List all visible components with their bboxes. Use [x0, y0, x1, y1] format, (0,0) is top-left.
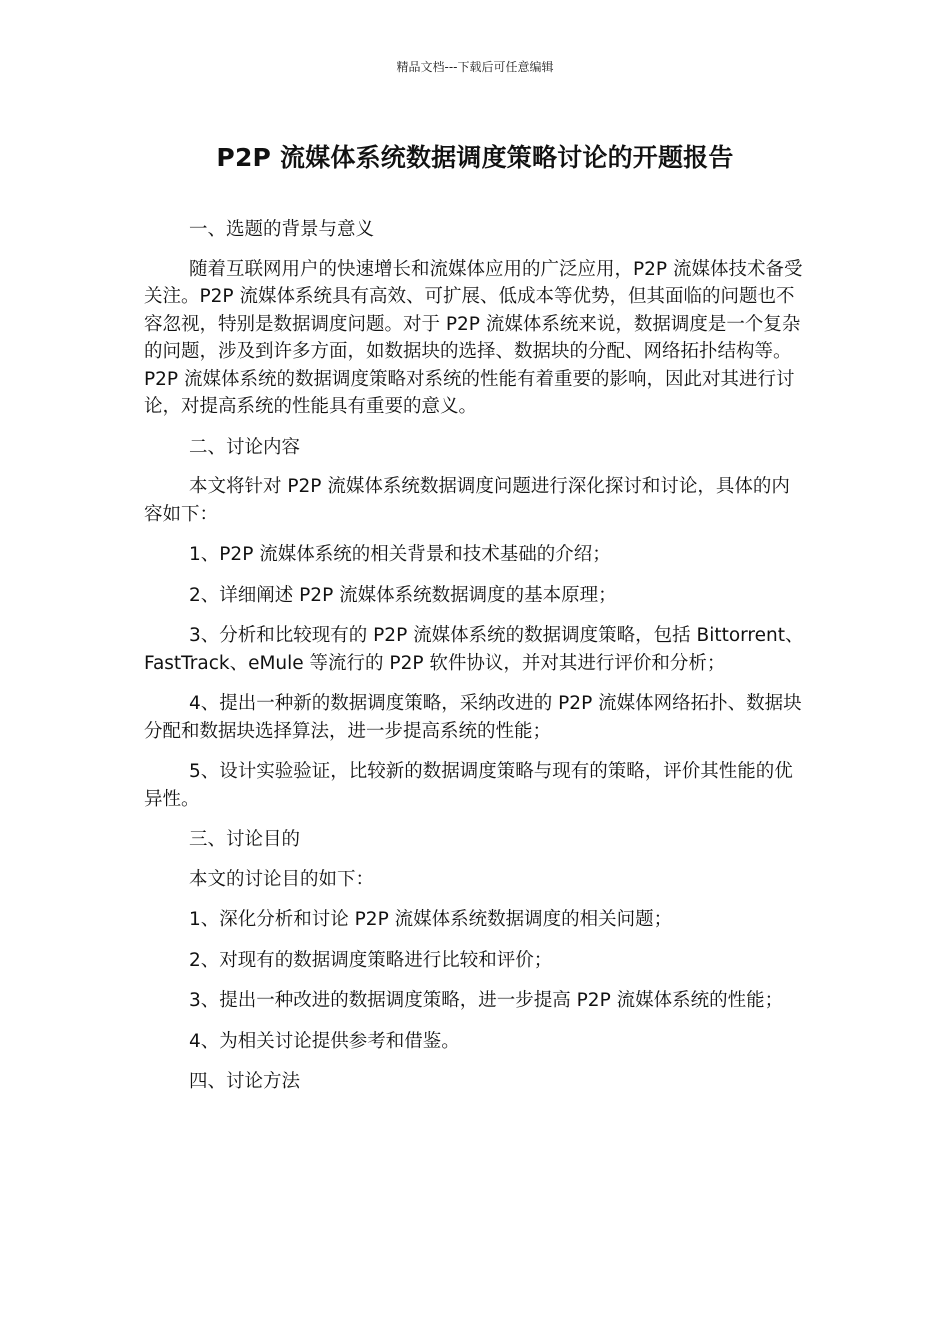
document-body	[144, 216, 808, 1108]
list-item: 2、对现有的数据调度策略进行比较和评价；	[189, 949, 553, 971]
list-item: 1、P2P 流媒体系统的相关背景和技术基础的介绍；	[189, 544, 611, 565]
list-item: 3、提出一种改进的数据调度策略，进一步提高 P2P 流媒体系统的性能；	[189, 990, 784, 1011]
document-title: P2P 流媒体系统数据调度策略讨论的开题报告	[216, 143, 734, 172]
paragraph-purpose-intro: 本文的讨论目的如下：	[189, 868, 375, 890]
list-item: 4、为相关讨论提供参考和借鉴。	[189, 1030, 460, 1052]
list-item: 5、设计实验验证，比较新的数据调度策略与现有的策略，评价其性能的优异性。	[144, 761, 793, 810]
paragraph-content-intro: 本文将针对 P2P 流媒体系统数据调度问题进行深化探讨和讨论，具体的内容如下：	[144, 476, 790, 525]
list-item: 3、分析和比较现有的 P2P 流媒体系统的数据调度策略，包括 Bittorrent、FastTrack、eMule 等流行的 P2P 软件协议，并对其进行评价和分析；	[144, 625, 804, 674]
paragraph-background: 随着互联网用户的快速增长和流媒体应用的广泛应用，P2P 流媒体技术备受关注。P2P 流媒体系统具有高效、可扩展、低成本等优势，但其面临的问题也不容忽视，特别是数据调度问题。对于 P2P 流媒体系统来说，数据调度是一个复杂的问题，涉及到许多方面，如数据块的选择、数据块的分配、网络拓扑结构等。P2P 流媒体系统的数据调度策略对系统的性能有着重要的影响，因此对其进行讨论，对提高系统的性能具有重要的意义。	[144, 258, 803, 417]
list-item: 1、深化分析和讨论 P2P 流媒体系统数据调度的相关问题；	[189, 909, 673, 930]
header-note: 精品文档---下载后可任意编辑	[396, 60, 554, 74]
section-heading-method: 四、讨论方法	[189, 1071, 301, 1092]
list-item: 4、提出一种新的数据调度策略，采纳改进的 P2P 流媒体网络拓扑、数据块分配和数据块选择算法，进一步提高系统的性能；	[144, 693, 802, 742]
section-heading-content: 二、讨论内容	[189, 436, 301, 458]
list-item: 2、详细阐述 P2P 流媒体系统数据调度的基本原理；	[189, 584, 617, 606]
section-heading-purpose: 三、讨论目的	[189, 829, 301, 850]
section-heading-background: 一、选题的背景与意义	[189, 219, 375, 240]
